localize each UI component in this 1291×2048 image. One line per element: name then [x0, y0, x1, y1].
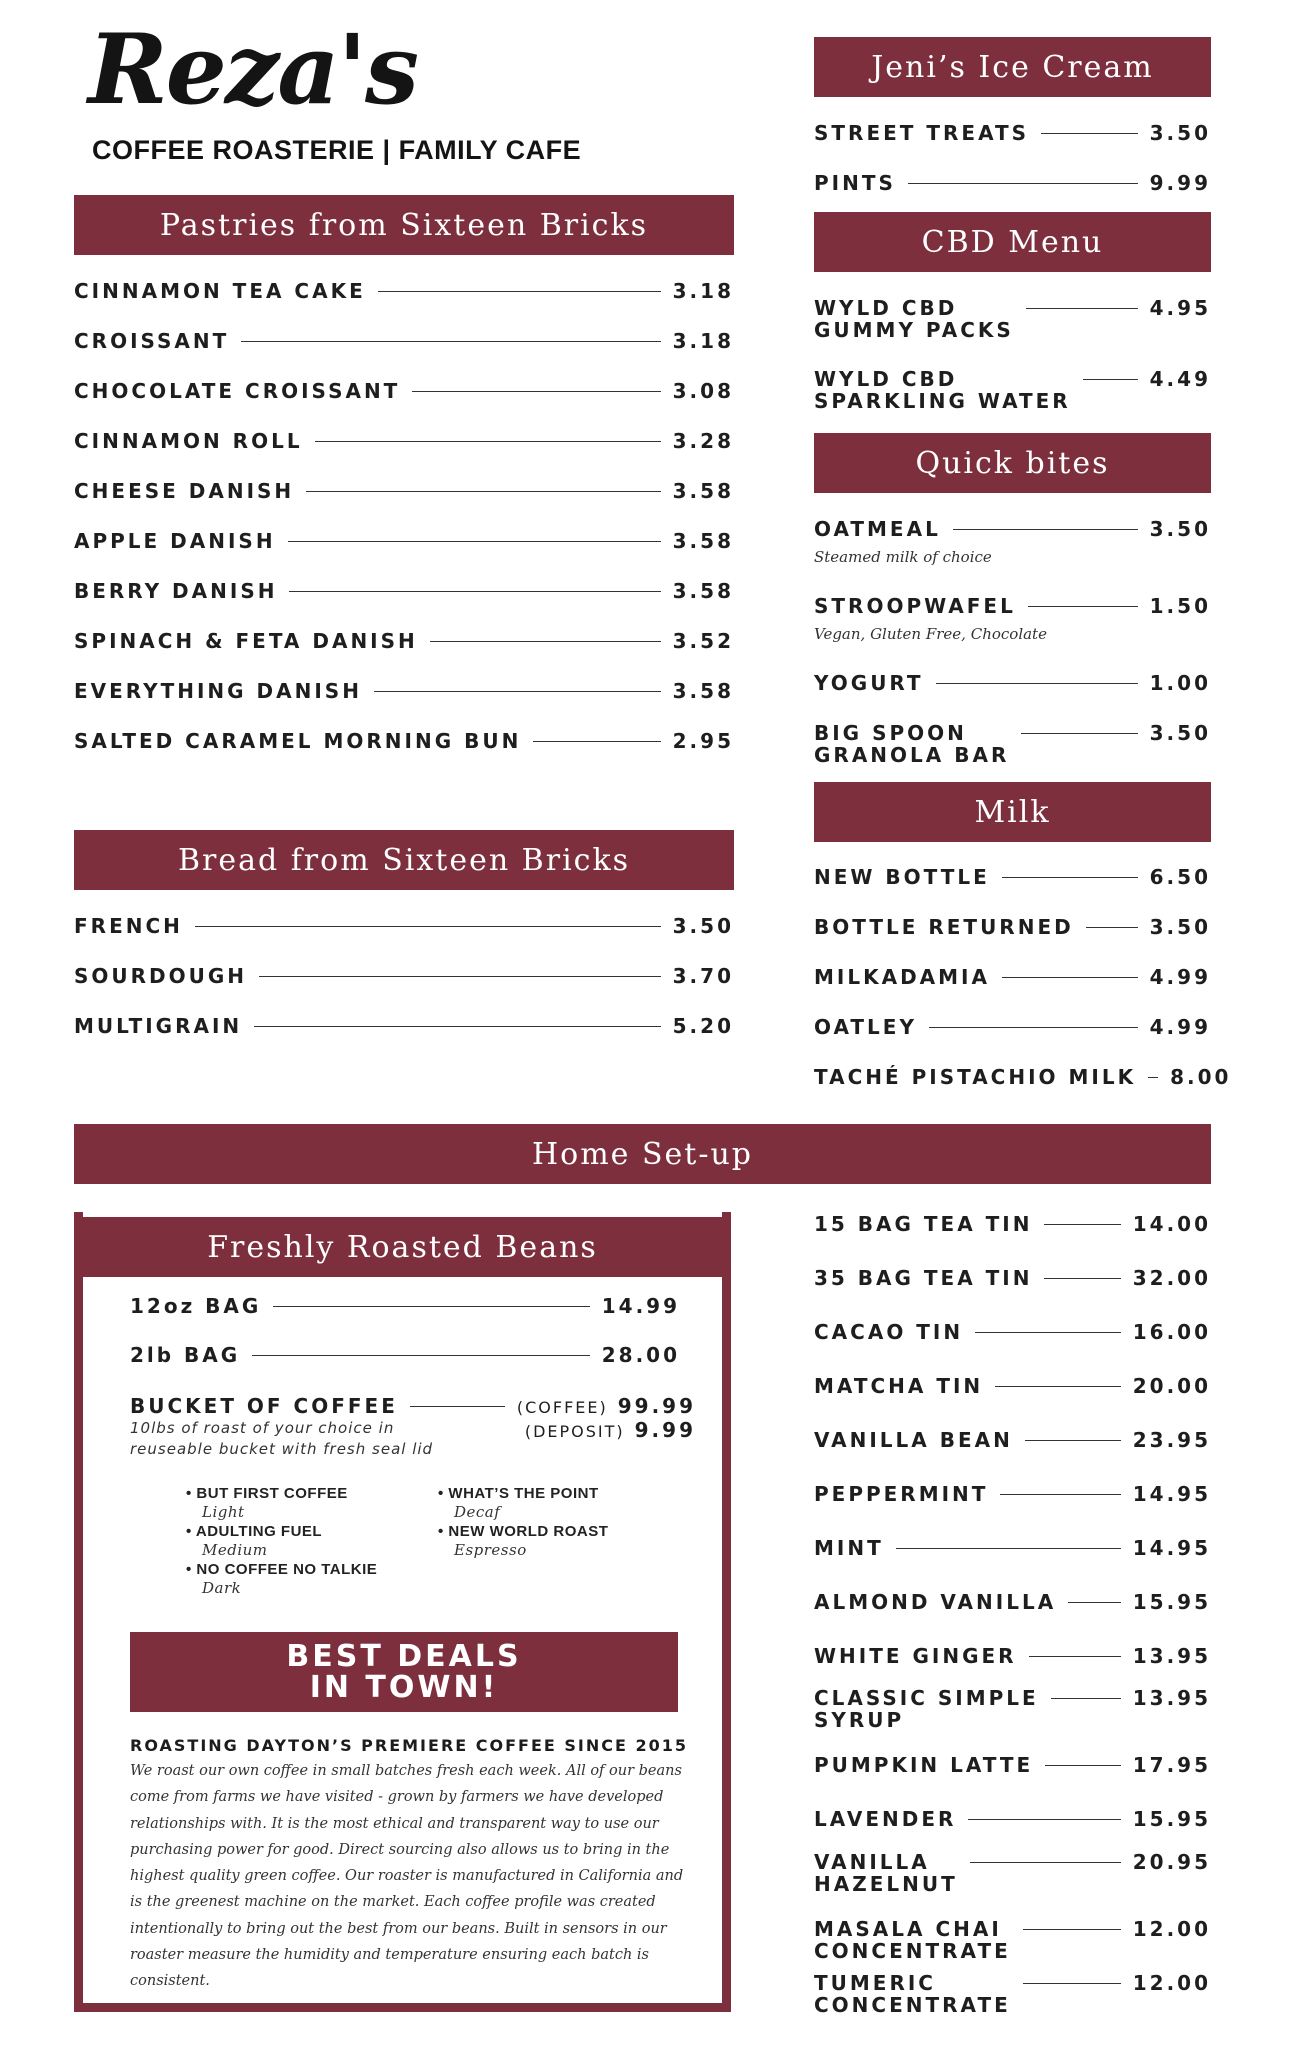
item-name: PEPPERMINT: [814, 1482, 989, 1506]
menu-item: [814, 1591, 1211, 1613]
item-price: 3.58: [672, 579, 734, 603]
roast-name: • NEW WORLD ROAST: [438, 1523, 609, 1540]
item-note: Steamed milk of choice: [814, 548, 992, 566]
roast-level: Espresso: [454, 1541, 527, 1559]
item-price: 3.50: [1149, 517, 1211, 541]
item-name: VANILLA HAZELNUT: [814, 1850, 958, 1896]
leader-rule: [289, 591, 660, 592]
pastries-header: Pastries from Sixteen Bricks: [74, 195, 734, 255]
item-name: BERRY DANISH: [74, 579, 278, 603]
item-price: 4.99: [1149, 1015, 1211, 1039]
menu-item: [814, 1321, 1211, 1343]
item-name: APPLE DANISH: [74, 529, 276, 553]
leader-rule: [430, 641, 661, 642]
item-price: 12.00: [1132, 1917, 1211, 1941]
item-price: 14.95: [1132, 1482, 1211, 1506]
bucket-coffee-label: (COFFEE): [516, 1398, 608, 1417]
menu-item: [814, 1016, 1211, 1038]
item-name: CACAO TIN: [814, 1320, 964, 1344]
leader-rule: [1002, 977, 1138, 978]
bucket-description: 10lbs of roast of your choice in reuseable bucket with fresh seal lid: [130, 1419, 434, 1458]
leader-rule: [1026, 308, 1138, 309]
item-name: MASALA CHAI CONCENTRATE: [814, 1917, 1011, 1963]
menu-item: [814, 122, 1211, 144]
roast-option: [438, 1484, 608, 1522]
leader-rule: [953, 529, 1138, 530]
menu-item: [814, 1645, 1211, 1667]
item-name: 35 BAG TEA TIN: [814, 1266, 1033, 1290]
leader-rule: [1045, 1765, 1121, 1766]
menu-item: [74, 280, 734, 302]
menu-item: [814, 866, 1211, 888]
menu-item: [814, 966, 1211, 988]
bucket-prices: [517, 1395, 696, 1443]
leader-rule: [1023, 1983, 1121, 1984]
leader-rule: [1068, 1602, 1121, 1603]
roast-name: • NO COFFEE NO TALKIE: [186, 1561, 378, 1578]
leader-rule: [306, 491, 660, 492]
item-price: 15.95: [1132, 1807, 1211, 1831]
leader-rule: [288, 541, 661, 542]
menu-item: [814, 1065, 1232, 1089]
item-name: OATMEAL: [814, 517, 941, 541]
item-price: 3.52: [672, 629, 734, 653]
bucket-deposit-price: 9.99: [634, 1418, 696, 1442]
quickbites-header: Quick bites: [814, 433, 1211, 493]
menu-item: [74, 730, 734, 752]
item-name: MINT: [814, 1536, 884, 1560]
item-name: SOURDOUGH: [74, 964, 248, 988]
item-name: 15 BAG TEA TIN: [814, 1212, 1033, 1236]
item-price: 2.95: [672, 729, 734, 753]
leader-rule: [241, 341, 660, 342]
menu-item: [74, 915, 734, 937]
menu-item: [814, 368, 1211, 412]
item-price: 3.28: [672, 429, 734, 453]
item-price: 6.50: [1149, 865, 1211, 889]
item-name: CHEESE DANISH: [74, 479, 295, 503]
roast-option: [186, 1522, 377, 1560]
roast-name: • WHAT’S THE POINT: [438, 1485, 599, 1502]
item-price: 3.50: [672, 914, 734, 938]
menu-item: [814, 518, 1211, 540]
item-price: 15.95: [1132, 1590, 1211, 1614]
menu-item: [814, 1808, 1211, 1830]
item-price: 4.49: [1149, 367, 1211, 391]
menu-item: [814, 297, 1211, 341]
item-price: 9.99: [1149, 171, 1211, 195]
leader-rule: [374, 691, 661, 692]
item-name: BOTTLE RETURNED: [814, 915, 1074, 939]
item-price: 3.50: [1149, 721, 1211, 745]
roasts-left-list: [186, 1484, 377, 1598]
leader-rule: [1041, 133, 1138, 134]
leader-rule: [975, 1332, 1121, 1333]
bread-header: Bread from Sixteen Bricks: [74, 830, 734, 890]
menu-item: [74, 380, 734, 402]
roast-option: [438, 1522, 608, 1560]
menu-item: [74, 680, 734, 702]
menu-item: [814, 1918, 1211, 1962]
home-setup-header: Home Set-up: [74, 1124, 1211, 1184]
item-name: MATCHA TIN: [814, 1374, 984, 1398]
item-name: CROISSANT: [74, 329, 230, 353]
leader-rule: [1044, 1224, 1120, 1225]
leader-rule: [896, 1548, 1121, 1549]
leader-rule: [968, 1819, 1120, 1820]
menu-item: [814, 1429, 1211, 1451]
menu-item: [814, 1267, 1211, 1289]
leader-rule: [254, 1026, 661, 1027]
roast-option: [186, 1484, 377, 1522]
menu-item: [814, 672, 1211, 694]
roast-level: Light: [202, 1503, 245, 1521]
bucket-coffee-price: 99.99: [617, 1394, 696, 1418]
beans-header: Freshly Roasted Beans: [74, 1217, 731, 1277]
item-note: Vegan, Gluten Free, Chocolate: [814, 625, 1047, 643]
leader-rule: [970, 1862, 1121, 1863]
item-price: 12.00: [1132, 1971, 1211, 1995]
menu-item: [74, 430, 734, 452]
story-heading: ROASTING DAYTON’S PREMIERE COFFEE SINCE 2015: [130, 1736, 689, 1755]
leader-rule: [1029, 1656, 1121, 1657]
leader-rule: [259, 976, 661, 977]
bucket-rule: [410, 1406, 505, 1407]
item-name: CLASSIC SIMPLE SYRUP: [814, 1686, 1039, 1732]
leader-rule: [936, 683, 1138, 684]
brand-tagline: COFFEE ROASTERIE | FAMILY CAFE: [92, 135, 582, 165]
item-price: 14.00: [1132, 1212, 1211, 1236]
menu-item: [74, 580, 734, 602]
item-price: 16.00: [1132, 1320, 1211, 1344]
menu-item: [130, 1295, 680, 1317]
item-price: 32.00: [1132, 1266, 1211, 1290]
item-price: 4.99: [1149, 965, 1211, 989]
item-price: 14.95: [1132, 1536, 1211, 1560]
menu-item: [74, 330, 734, 352]
menu-item: [814, 722, 1211, 766]
item-name: MILKADAMIA: [814, 965, 990, 989]
item-name: MULTIGRAIN: [74, 1014, 243, 1038]
item-price: 3.18: [672, 279, 734, 303]
leader-rule: [252, 1355, 590, 1356]
story-text: We roast our own coffee in small batches fresh each week. All of our beans come from farms we have visited - grown by farmers we have developed relationships with. It is the most ethical and transparent way to use our purchasing power for good. Direct sourcing also allows us to bring in the highest quality green coffee. Our roaster is manufactured in California and is the greenest machine on the market. Each coffee profile was created intentionally to bring out the best from our beans. Built in sensors in our roaster measure the humidity and temperature ensuring each batch is consistent.: [130, 1763, 684, 1990]
item-price: 1.00: [1149, 671, 1211, 695]
leader-rule: [908, 183, 1138, 184]
leader-rule: [378, 291, 661, 292]
item-name: YOGURT: [814, 671, 924, 695]
menu-item: [814, 1537, 1211, 1559]
roast-level: Medium: [202, 1541, 268, 1559]
menu-item: [814, 595, 1211, 617]
item-name: CINNAMON ROLL: [74, 429, 303, 453]
item-name: PINTS: [814, 171, 896, 195]
item-price: 1.50: [1149, 594, 1211, 618]
roasts-right-list: [438, 1484, 608, 1560]
item-name: WYLD CBD GUMMY PACKS: [814, 296, 1014, 342]
menu-item: [130, 1344, 680, 1366]
item-price: 5.20: [672, 1014, 734, 1038]
leader-rule: [315, 441, 661, 442]
leader-rule: [1023, 1929, 1121, 1930]
leader-rule: [195, 926, 661, 927]
leader-rule: [1086, 927, 1138, 928]
menu-item: [74, 630, 734, 652]
item-price: 14.99: [601, 1294, 680, 1318]
leader-rule: [1002, 877, 1138, 878]
item-name: SPINACH & FETA DANISH: [74, 629, 418, 653]
menu-item: [74, 530, 734, 552]
menu-item: [74, 480, 734, 502]
menu-item: [74, 1015, 734, 1037]
item-price: 13.95: [1132, 1686, 1211, 1710]
item-price: 3.50: [1149, 121, 1211, 145]
item-name: STREET TREATS: [814, 121, 1030, 145]
menu-item: [814, 1972, 1211, 2016]
best-deals-banner: BEST DEALS IN TOWN!: [130, 1632, 678, 1712]
item-price: 17.95: [1132, 1753, 1211, 1777]
item-name: FRENCH: [74, 914, 183, 938]
item-price: 3.50: [1149, 915, 1211, 939]
item-name: 12oz BAG: [130, 1294, 262, 1318]
item-name: OATLEY: [814, 1015, 917, 1039]
menu-item: [814, 1213, 1211, 1235]
leader-rule: [1083, 379, 1138, 380]
item-name: VANILLA BEAN: [814, 1428, 1013, 1452]
item-name: WHITE GINGER: [814, 1644, 1017, 1668]
roast-option: [186, 1560, 377, 1598]
leader-rule: [412, 391, 660, 392]
menu-item: [814, 1851, 1211, 1895]
item-price: 20.00: [1132, 1374, 1211, 1398]
roast-level: Dark: [202, 1579, 242, 1597]
icecream-header: Jeni’s Ice Cream: [814, 37, 1211, 97]
menu-item: [814, 1754, 1211, 1776]
item-name: WYLD CBD SPARKLING WATER: [814, 367, 1071, 413]
item-name: TACHÉ PISTACHIO MILK: [814, 1065, 1137, 1089]
menu-item: [74, 965, 734, 987]
item-price: 3.58: [672, 529, 734, 553]
menu-item: [814, 1687, 1211, 1731]
brand-logo: Reza's: [88, 13, 418, 126]
item-name: TUMERIC CONCENTRATE: [814, 1971, 1011, 2017]
bucket-name: BUCKET OF COFFEE: [130, 1394, 398, 1418]
item-price: 3.18: [672, 329, 734, 353]
item-name: PUMPKIN LATTE: [814, 1753, 1034, 1777]
leader-rule: [1028, 606, 1138, 607]
item-price: 3.70: [672, 964, 734, 988]
item-name: 2lb BAG: [130, 1343, 241, 1367]
item-price: 20.95: [1132, 1850, 1211, 1874]
leader-rule: [273, 1306, 589, 1307]
leader-rule: [533, 741, 660, 742]
leader-rule: [1148, 1077, 1158, 1078]
menu-item: [814, 916, 1211, 938]
leader-rule: [929, 1027, 1138, 1028]
item-name: SALTED CARAMEL MORNING BUN: [74, 729, 522, 753]
leader-rule: [1000, 1494, 1120, 1495]
item-name: STROOPWAFEL: [814, 594, 1016, 618]
item-name: ALMOND VANILLA: [814, 1590, 1057, 1614]
bucket-deposit-label: (DEPOSIT): [524, 1422, 625, 1441]
item-name: EVERYTHING DANISH: [74, 679, 362, 703]
leader-rule: [995, 1386, 1121, 1387]
item-name: LAVENDER: [814, 1807, 957, 1831]
item-price: 13.95: [1132, 1644, 1211, 1668]
menu-item: [814, 172, 1211, 194]
item-price: 8.00: [1170, 1065, 1232, 1089]
menu-item: [814, 1483, 1211, 1505]
item-price: 4.95: [1149, 296, 1211, 320]
item-price: 28.00: [601, 1343, 680, 1367]
item-price: 3.58: [672, 479, 734, 503]
item-price: 23.95: [1132, 1428, 1211, 1452]
leader-rule: [1044, 1278, 1120, 1279]
item-name: CINNAMON TEA CAKE: [74, 279, 366, 303]
item-name: NEW BOTTLE: [814, 865, 990, 889]
cbd-header: CBD Menu: [814, 212, 1211, 272]
item-name: BIG SPOON GRANOLA BAR: [814, 721, 1010, 767]
roast-name: • ADULTING FUEL: [186, 1523, 323, 1540]
leader-rule: [1051, 1698, 1121, 1699]
item-price: 3.08: [672, 379, 734, 403]
milk-header: Milk: [814, 782, 1211, 842]
menu-item: [814, 1375, 1211, 1397]
item-name: CHOCOLATE CROISSANT: [74, 379, 401, 403]
roast-name: • BUT FIRST COFFEE: [186, 1485, 348, 1502]
leader-rule: [1025, 1440, 1121, 1441]
roast-level: Decaf: [454, 1503, 501, 1521]
item-price: 3.58: [672, 679, 734, 703]
leader-rule: [1021, 733, 1137, 734]
